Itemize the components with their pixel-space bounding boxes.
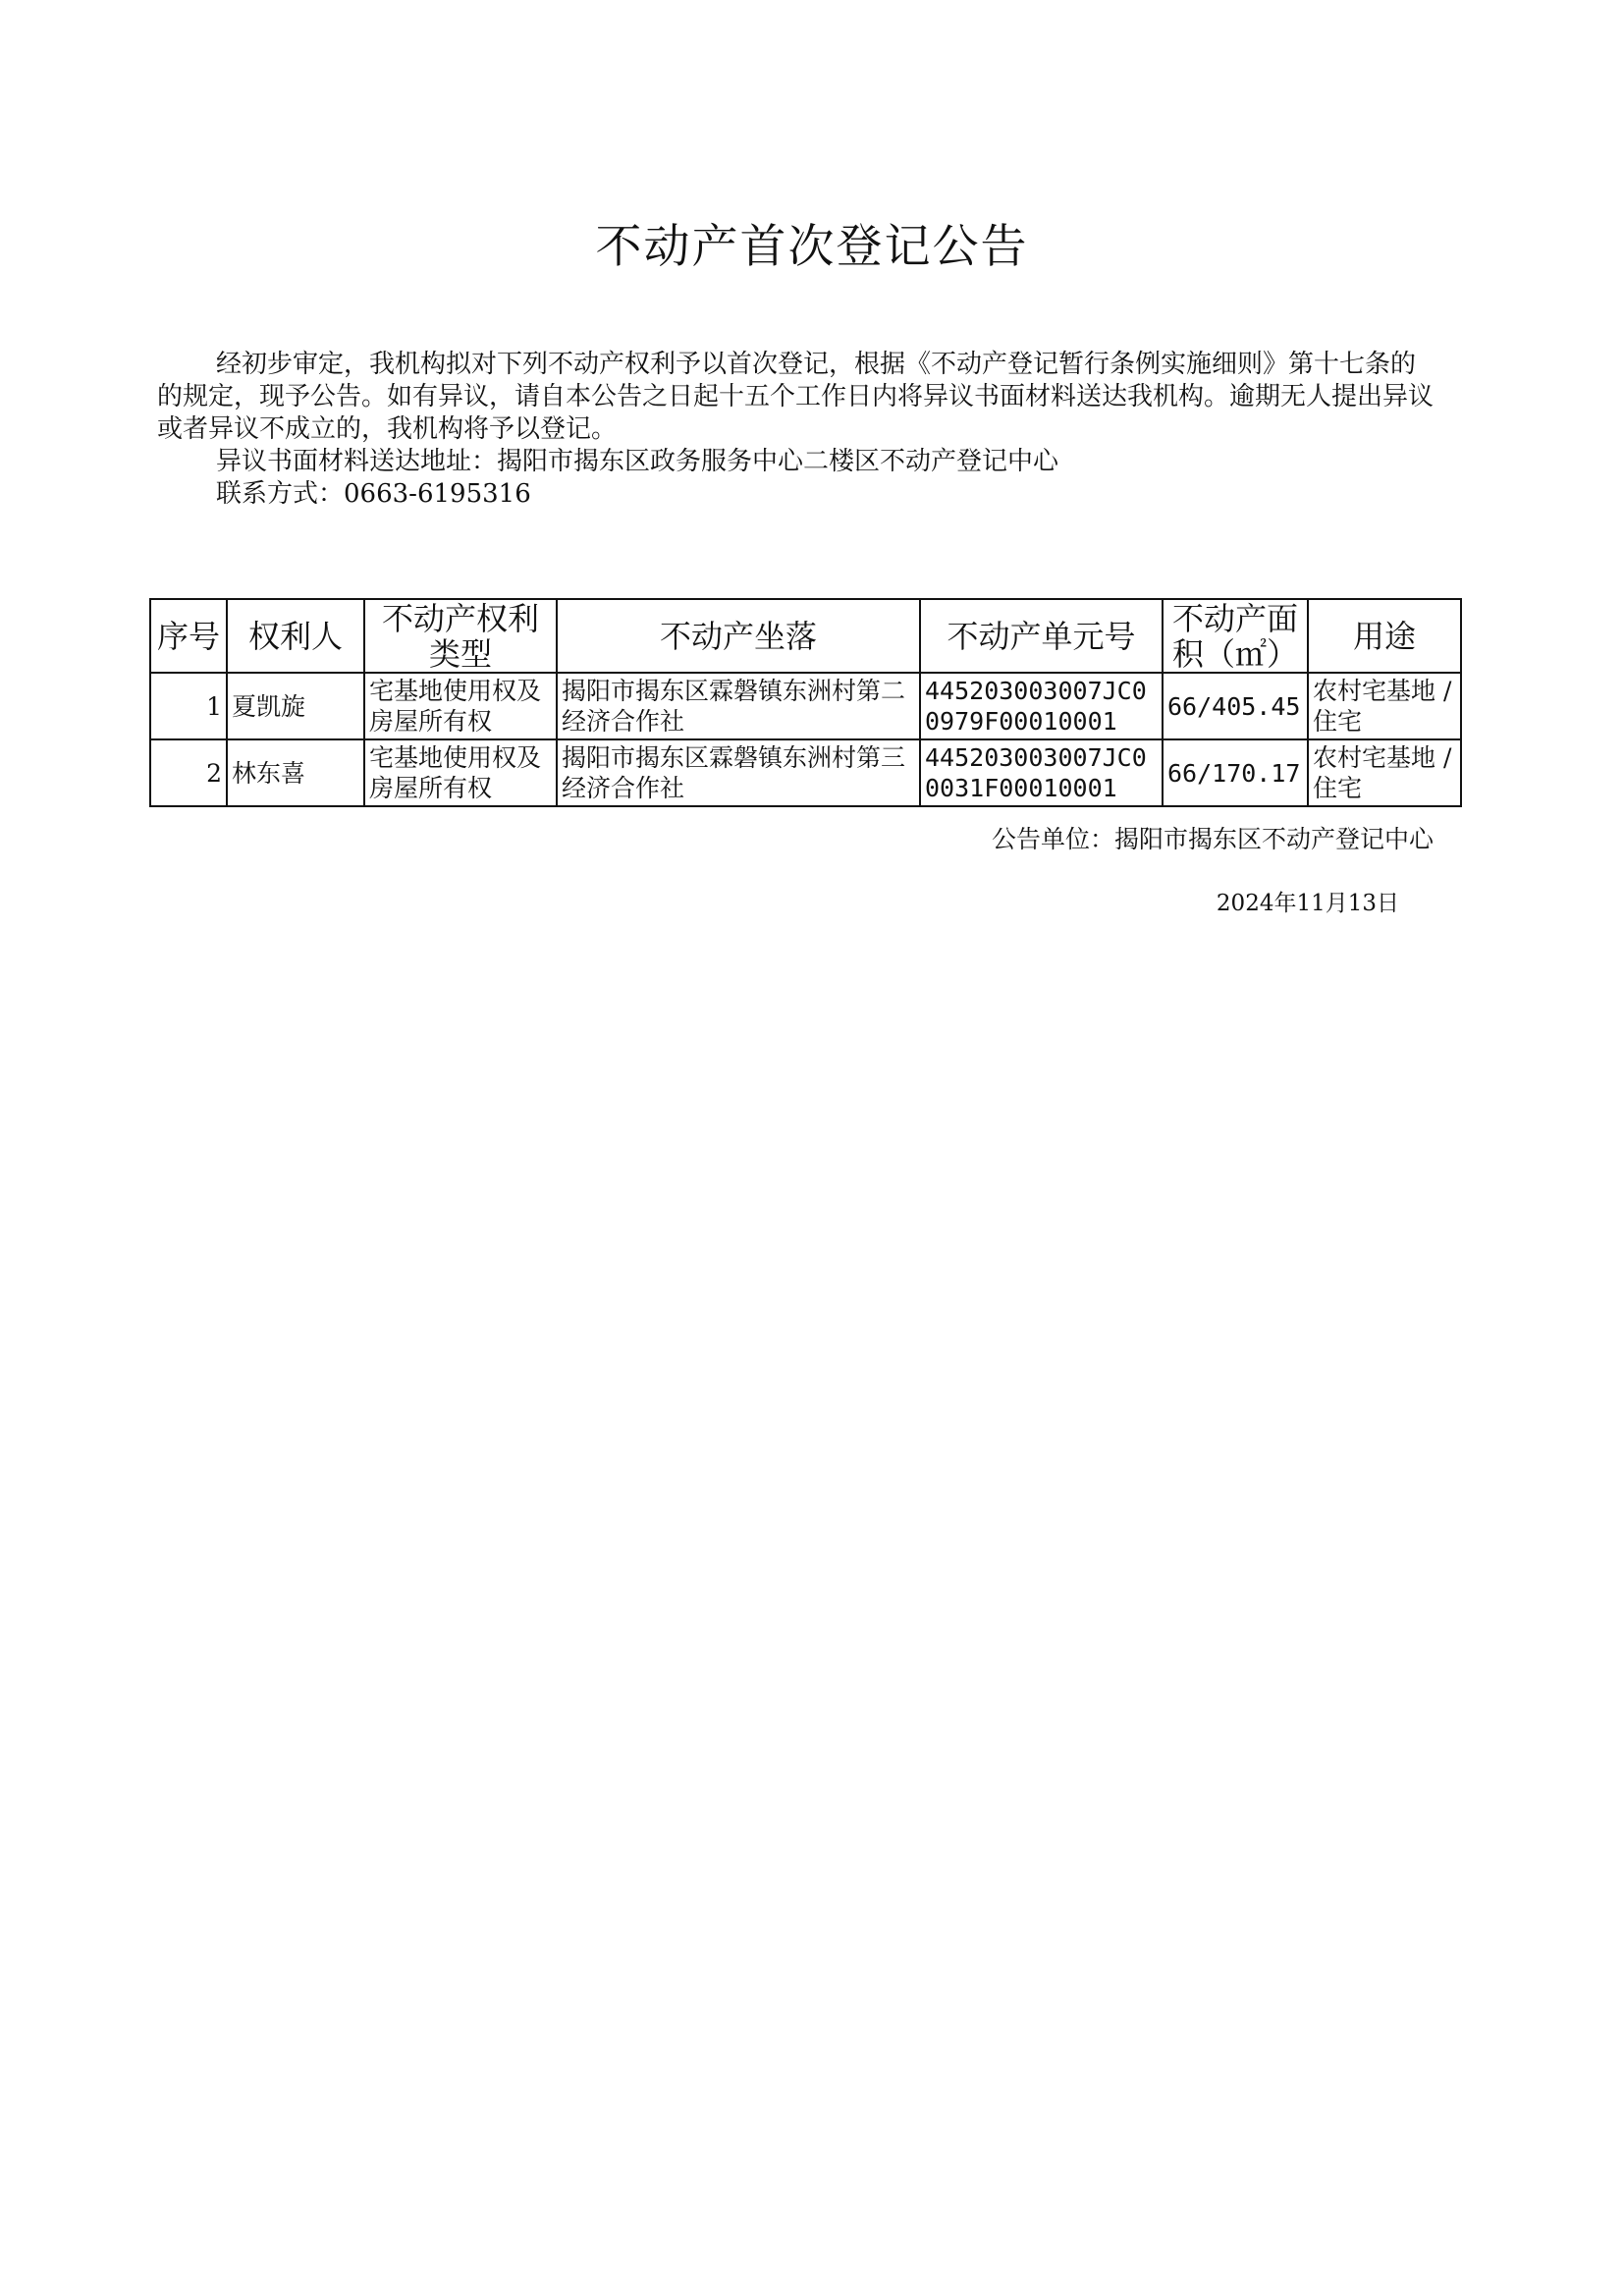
cell-location: 揭阳市揭东区霖磐镇东洲村第二经济合作社 [557,673,920,739]
objection-address: 异议书面材料送达地址：揭阳市揭东区政务服务中心二楼区不动产登记中心 [216,447,1059,476]
header-usage: 用途 [1308,599,1461,673]
cell-area: 66/170.17 [1163,739,1308,806]
table-header-row [150,599,1461,673]
header-location: 不动产坐落 [557,599,920,673]
cell-seq: 2 [150,739,227,806]
cell-location: 揭阳市揭东区霖磐镇东洲村第三经济合作社 [557,739,920,806]
header-owner: 权利人 [227,599,364,673]
table-row [150,673,1461,739]
table-row [150,739,1461,806]
announcing-org: 公告单位：揭阳市揭东区不动产登记中心 [991,825,1434,853]
cell-area: 66/405.45 [1163,673,1308,739]
announcement-date: 2024年11月13日 [1216,891,1399,916]
registration-table [149,598,1462,807]
cell-usage: 农村宅基地 / 住宅 [1308,739,1461,806]
cell-owner: 夏凯旋 [227,673,364,739]
cell-owner: 林东喜 [227,739,364,806]
cell-unit-no: 445203003007JC00979F00010001 [920,673,1163,739]
header-area: 不动产面积（㎡） [1163,599,1308,673]
page-title: 不动产首次登记公告 [595,220,1029,274]
header-unit-no: 不动产单元号 [920,599,1163,673]
header-right-type: 不动产权利类型 [364,599,557,673]
cell-right-type: 宅基地使用权及房屋所有权 [364,673,557,739]
cell-usage: 农村宅基地 / 住宅 [1308,673,1461,739]
cell-right-type: 宅基地使用权及房屋所有权 [364,739,557,806]
intro-section [157,349,1434,511]
cell-seq: 1 [150,673,227,739]
header-seq: 序号 [150,599,227,673]
cell-unit-no: 445203003007JC00031F00010001 [920,739,1163,806]
intro-paragraph: 经初步审定，我机构拟对下列不动产权利予以首次登记，根据《不动产登记暂行条例实施细则》第十七条的的规定，现予公告。如有异议，请自本公告之日起十五个工作日内将异议书面材料送达我机构。逾期无人提出异议或者异议不成立的，我机构将予以登记。 [157,350,1435,444]
contact-info: 联系方式：0663-6195316 [216,479,531,509]
